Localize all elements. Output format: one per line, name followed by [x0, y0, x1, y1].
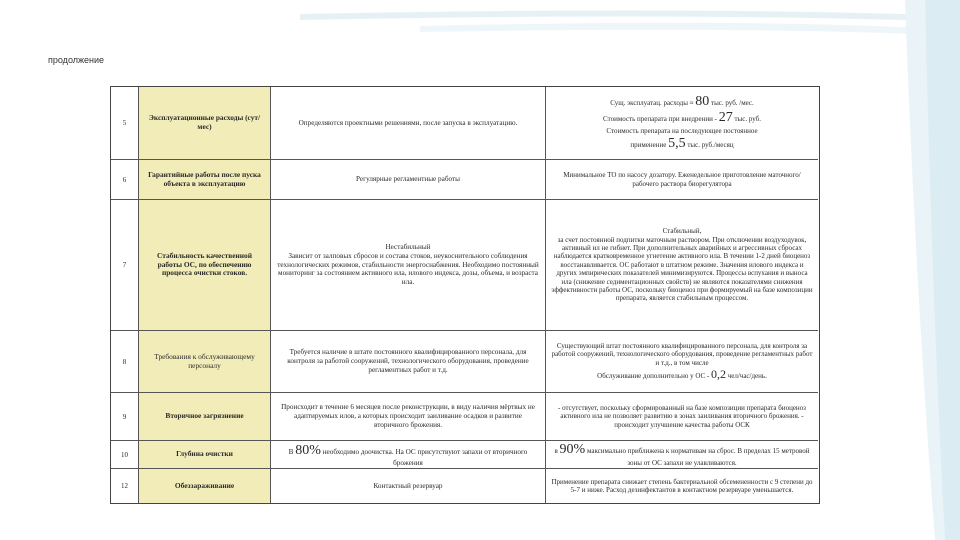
traditional-value: Требуется наличие в штате постоянного квалифицированного персонала, для контроля за работой сооружений, технологического оборудования, проведение регламентных работ и т.д.: [271, 331, 546, 392]
technology-value: в 90% максимально приближена к нормативам на сброс. В пределах 15 метровой зоны от ОС запахи не улавливаются.: [554, 441, 810, 467]
row-number: 8: [111, 331, 139, 392]
traditional-value: Нестабильный Зависит от залповых сбросов и состава стоков, неукоснительного соблюдения технологических режимов, стабильности энергоснабжения. Необходимо постоянный мониторинг за состоянием активного ила, илового индекса, дозы, объема, и возраста ила.: [271, 200, 546, 330]
criterion-name: Эксплуатационные расходы (сут/мес): [139, 87, 271, 159]
criterion-name: Глубина очистки: [139, 441, 271, 468]
technology-value: - отсутствует, поскольку сформированный на базе композиции препарата биоценоз активного ила не позволяет развитию в зонах заиливания вторичного брожения. - происходит улучшение качества работы ОСК: [558, 403, 806, 429]
traditional-value: Контактный резервуар: [271, 469, 546, 503]
technology-value: Существующий штат постоянного квалифицированного персонала, для контроля за работой сооружений, технологического оборудования, проведение регламентных работ и т.д., в том числе Обслуживание дополнительно у ОС - 0,2 чел/час/день.: [551, 341, 813, 381]
table-row: [111, 87, 818, 160]
table-row: [111, 469, 818, 503]
criterion-name: Вторичное загрязнение: [139, 393, 271, 440]
criterion-name: Стабильность качественной работы ОС, по обеспечению процесса очистки стоков.: [139, 200, 271, 330]
row-number: 7: [111, 200, 139, 330]
criterion-name: Требования к обслуживающему персоналу: [139, 331, 271, 392]
row-number: 5: [111, 87, 139, 159]
table-row: [111, 160, 818, 200]
criterion-name: Гарантийные работы после пуска объекта в эксплуатацию: [139, 160, 271, 199]
row-number: 10: [111, 441, 139, 468]
criterion-name: Обеззараживание: [139, 469, 271, 503]
table-row: [111, 200, 818, 331]
table-row: [111, 393, 818, 441]
traditional-value: Регулярные регламентные работы: [271, 160, 546, 199]
table-row: [111, 441, 818, 469]
row-number: 6: [111, 160, 139, 199]
row-number: 9: [111, 393, 139, 440]
row-number: 12: [111, 469, 139, 503]
traditional-value: Происходит в течение 6 месяцев после реконструкции, в виду наличия мёртвых не адаптируемых илов, а которых происходит заиливание осадков и развитие вторичного брожения.: [271, 393, 546, 440]
technology-value: Сущ. эксплуатац. расходы ≈ 80 тыс. руб. /мес. Стоимость препарата при внедрении - 27 тыс. руб. Стоимость препарата на последующее постоянное применение 5,5 тыс. руб./месяц: [603, 93, 761, 151]
technology-value: Применение препарата снижает степень бактериальной обсемененности с 9 степени до 5-7 и ниже. Расход дезинфектантов в контактном резервуаре уменьшается.: [551, 477, 813, 494]
table-row: [111, 331, 818, 393]
comparison-table: [110, 86, 820, 504]
traditional-value: В 80% необходимо доочистка. На ОС присутствуют запахи от вторичного брожения: [271, 441, 546, 468]
technology-value: Минимальное ТО по насосу дозатору. Еженедельное приготовление маточного/рабочего раствора биорегулятора: [563, 171, 801, 188]
technology-value: Стабильный, за счет постоянной подпитки маточным раствором. При отключении воздуходувок, активный ил не гибнет. При дополнительных аварийных и агрессивных сбросах наблюдается кратковременное угнетение активного ила. В течении 1-2 дней биоценоз восстанавливается. ОС работают в штатном режиме. Значения илового индекса и других эмпирических показателей минимизируются. Процессы вспухания и выноса ила (снижение седиментационных свойств) не являются показателями снижения эффективности работы ОС, поскольку биоценоз при формируемый на базе композиции препарата, является стабильным процессом.: [551, 227, 813, 303]
traditional-value: Определяются проектными решениями, после запуска в эксплуатацию.: [271, 87, 546, 159]
continuation-caption: продолжение: [48, 55, 105, 65]
